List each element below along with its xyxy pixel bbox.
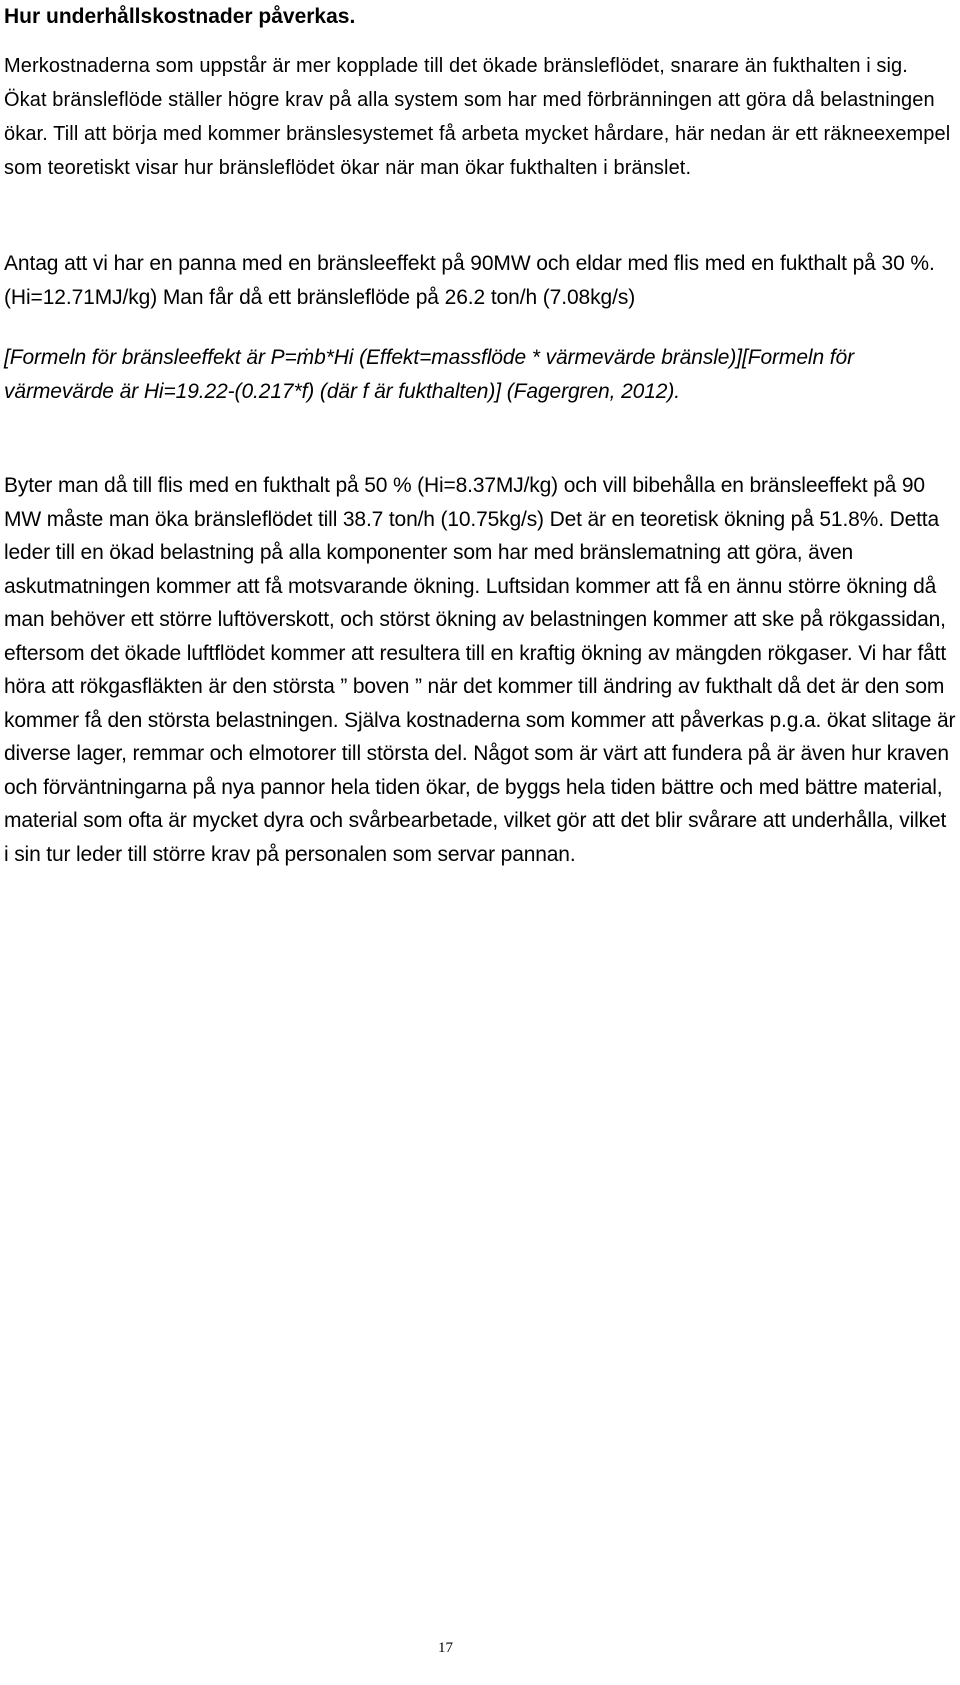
paragraph-example: Antag att vi har en panna med en bränsleeffekt på 90MW och eldar med flis med en fukthalt på 30 %.(Hi=12.71MJ/kg) Man får då ett bränsleflöde på 26.2 ton/h (7.08kg/s) <box>4 252 935 309</box>
paragraph-intro: Merkostnaderna som uppstår är mer kopplade till det ökade bränsleflödet, snarare än fukthalten i sig. Ökat bränsleflöde ställer högre krav på alla system som har med förbränningen att göra då belastningen ökar. Till att börja med kommer bränslesystemet få arbeta mycket hårdare, här nedan är ett räkneexempel som teoretiskt visar hur bränsleflödet ökar när man ökar fukthalten i bränslet. <box>4 55 951 179</box>
section-heading: Hur underhållskostnader påverkas. <box>4 5 356 28</box>
page-number: 17 <box>438 1640 453 1656</box>
paragraph-formula: [Formeln för bränsleeffekt är P=ṁb*Hi (Effekt=massflöde * värmevärde bränsle)][Formeln för värmevärde är Hi=19.22-(0.217*f) (där f är fukthalten)] (Fagergren, 2012). <box>4 346 854 403</box>
paragraph-discussion: Byter man då till flis med en fukthalt på 50 % (Hi=8.37MJ/kg) och vill bibehålla en bränsleeffekt på 90 MW måste man öka bränsleflödet till 38.7 ton/h (10.75kg/s) Det är en teoretisk ökning på 51.8%. Detta leder till en ökad belastning på alla komponenter som har med bränslematning att göra, även askutmatningen kommer att få motsvarande ökning. Luftsidan kommer att få en ännu större ökning då man behöver ett större luftöverskott, och störst ökning av belastningen kommer att ske på rökgassidan, eftersom det ökade luftflödet kommer att resultera till en kraftig ökning av mängden rökgaser. Vi har fått höra att rökgasfläkten är den största ” boven ” när det kommer till ändring av fukthalt då det är den som kommer få den största belastningen. Själva kostnaderna som kommer att påverkas p.g.a. ökat slitage är diverse lager, remmar och elmotorer till största del. Något som är värt att fundera på är även hur kraven och förväntningarna på nya pannor hela tiden ökar, de byggs hela tiden bättre och med bättre material, material som ofta är mycket dyra och svårbearbetade, vilket gör att det blir svårare att underhålla, vilket i sin tur leder till större krav på personalen som servar pannan. <box>4 474 956 866</box>
